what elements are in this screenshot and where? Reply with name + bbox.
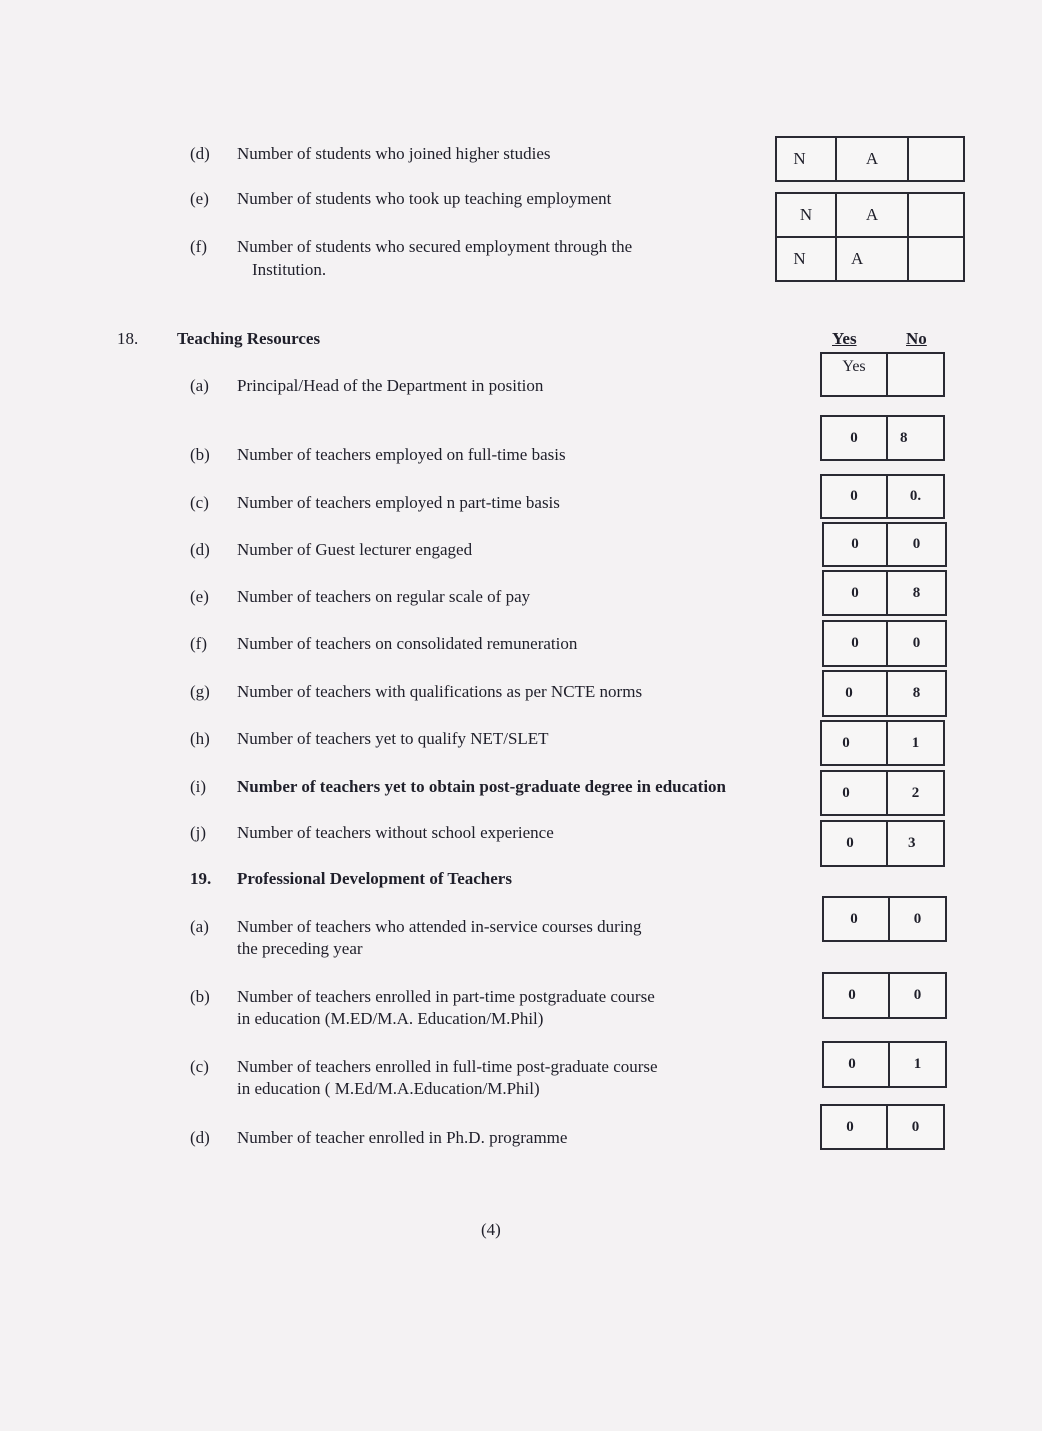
no-cell: 0 xyxy=(886,524,945,565)
row-letter: (g) xyxy=(190,682,210,701)
answer-box xyxy=(822,896,947,942)
row-label-cont: in education (M.ED/M.A. Education/M.Phil) xyxy=(237,1009,544,1028)
row-letter: (d) xyxy=(190,540,210,559)
row-label: Number of teachers employed on full-time basis xyxy=(237,445,566,464)
yes-cell: 0 xyxy=(851,536,859,552)
yes-cell: 0 xyxy=(850,488,858,504)
row-letter: (c) xyxy=(190,493,209,512)
no-cell: 8 xyxy=(886,572,945,614)
answer-box xyxy=(822,570,947,616)
row-label-cont: in education ( M.Ed/M.A.Education/M.Phil) xyxy=(237,1079,540,1098)
yes-cell: 0 xyxy=(842,784,850,801)
page-number: (4) xyxy=(481,1220,501,1239)
row-letter: (f) xyxy=(190,634,207,653)
row-label: Number of teachers who attended in-service courses during xyxy=(237,917,642,936)
row-label: Number of teachers employed n part-time basis xyxy=(237,493,560,512)
answer-box xyxy=(822,620,947,667)
yes-cell: 0 xyxy=(842,734,850,751)
answer-box xyxy=(822,522,947,567)
no-cell: 0 xyxy=(886,622,945,665)
row-label: Number of teachers yet to qualify NET/SLET xyxy=(237,729,549,748)
answer-box xyxy=(820,1104,945,1150)
no-cell: 3 xyxy=(886,822,943,865)
yes-cell: 0 xyxy=(846,835,854,851)
row-label-cont: Institution. xyxy=(252,260,327,279)
answer-cell: N xyxy=(793,149,806,168)
no-cell: 0. xyxy=(886,476,943,517)
column-header-no: No xyxy=(906,329,927,348)
answer-cell xyxy=(907,194,963,236)
column-header-yes: Yes xyxy=(832,329,857,348)
no-cell: 8 xyxy=(886,417,943,459)
row-letter: (f) xyxy=(190,237,207,256)
row-label: Number of teachers yet to obtain post-graduate degree in education xyxy=(237,777,727,796)
answer-box xyxy=(822,1041,947,1088)
row-label: Number of teachers with qualifications as per NCTE norms xyxy=(237,682,643,701)
row-label: Number of students who secured employment through the xyxy=(237,237,633,256)
row-label: Number of teacher enrolled in Ph.D. programme xyxy=(237,1128,568,1147)
row-letter: (i) xyxy=(190,777,207,796)
yes-cell: 0 xyxy=(850,429,858,446)
section-title: Teaching Resources xyxy=(177,329,321,348)
no-cell: 1 xyxy=(886,722,943,764)
yes-cell: 0 xyxy=(851,584,859,601)
yes-cell: 0 xyxy=(851,635,859,651)
row-label: Number of teachers enrolled in part-time postgraduate course xyxy=(237,987,655,1006)
no-cell xyxy=(886,354,943,395)
answer-box xyxy=(820,352,945,397)
row-label: Principal/Head of the Department in position xyxy=(237,376,544,395)
answer-box xyxy=(820,415,945,461)
answer-box xyxy=(822,670,947,717)
no-cell: 8 xyxy=(886,672,945,715)
row-letter: (j) xyxy=(190,823,207,842)
answer-cell xyxy=(907,238,963,280)
answer-box xyxy=(820,474,945,519)
answer-cell: N xyxy=(793,249,806,268)
row-label: Number of students who joined higher studies xyxy=(237,144,551,163)
row-letter: (h) xyxy=(190,729,210,748)
yes-cell: 0 xyxy=(845,685,853,701)
no-cell: 0 xyxy=(888,974,945,1017)
section-number: 18. xyxy=(117,329,139,348)
row-label: Number of students who took up teaching employment xyxy=(237,189,612,208)
row-label: Number of teachers without school experience xyxy=(237,823,554,842)
no-cell: 2 xyxy=(886,772,943,814)
row-letter: (e) xyxy=(190,587,209,606)
yes-cell: 0 xyxy=(848,1056,856,1072)
row-label: Number of Guest lecturer engaged xyxy=(237,540,473,559)
yes-cell: Yes xyxy=(842,358,866,375)
yes-cell: 0 xyxy=(848,987,856,1003)
answer-cell: A xyxy=(835,238,907,280)
row-letter: (a) xyxy=(190,917,209,936)
answer-box xyxy=(822,972,947,1019)
section-title: Professional Development of Teachers xyxy=(237,869,512,888)
row-letter: (e) xyxy=(190,189,209,208)
row-letter: (d) xyxy=(190,144,210,163)
no-cell: 1 xyxy=(888,1043,945,1086)
section-number: 19. xyxy=(190,869,212,888)
row-label: Number of teachers on consolidated remuneration xyxy=(237,634,578,653)
answer-box xyxy=(820,770,945,816)
answer-box xyxy=(775,236,965,282)
no-cell: 0 xyxy=(888,898,945,940)
row-letter: (d) xyxy=(190,1128,210,1147)
answer-box xyxy=(775,192,965,238)
answer-box xyxy=(775,136,965,182)
row-letter: (a) xyxy=(190,376,209,395)
answer-box xyxy=(820,820,945,867)
yes-cell: 0 xyxy=(846,1118,854,1135)
row-letter: (c) xyxy=(190,1057,209,1076)
row-label-cont: the preceding year xyxy=(237,939,363,958)
row-label: Number of teachers enrolled in full-time post-graduate course xyxy=(237,1057,658,1076)
answer-box xyxy=(820,720,945,766)
answer-cell xyxy=(907,138,963,180)
row-label: Number of teachers on regular scale of pay xyxy=(237,587,531,606)
row-letter: (b) xyxy=(190,445,210,464)
row-letter: (b) xyxy=(190,987,210,1006)
yes-cell: 0 xyxy=(850,910,858,927)
answer-cell: A xyxy=(835,194,907,236)
no-cell: 0 xyxy=(886,1106,943,1148)
answer-cell: A xyxy=(835,138,907,180)
answer-cell: N xyxy=(799,205,813,224)
